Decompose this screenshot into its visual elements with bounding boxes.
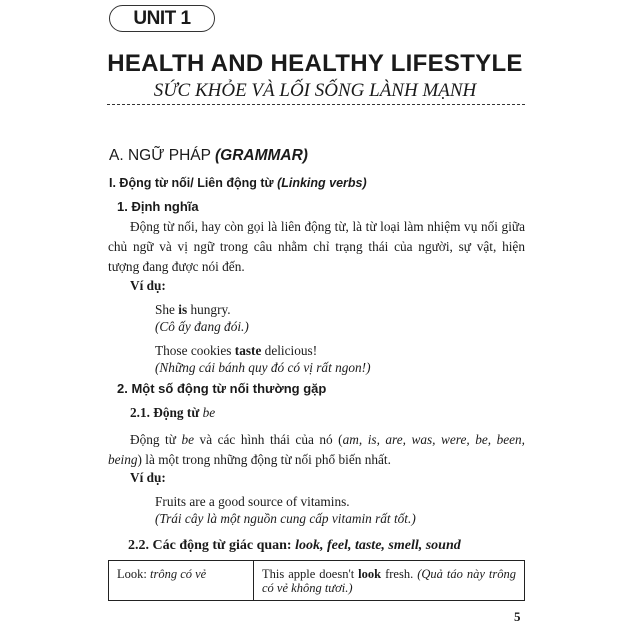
chapter-subtitle: SỨC KHỎE VÀ LỐI SỐNG LÀNH MẠNH <box>153 80 477 101</box>
section-a-heading-text: A. NGỮ PHÁP <box>109 147 215 164</box>
section-a-heading-en: (GRAMMAR) <box>214 147 308 164</box>
table-row <box>109 561 525 601</box>
table-cell-verb: Look: trông có vẻ <box>109 561 254 601</box>
be-paragraph-line-2: being) là một trong những động từ nối phổ biến nhất. <box>108 452 391 467</box>
unit-badge: UNIT 1 <box>109 5 215 32</box>
example-2-translation: (Những cái bánh quy đó có vị rất ngon!) <box>155 360 371 375</box>
example-1 <box>155 301 249 335</box>
table-cell-example: This apple doesn't look fresh. (Quả táo này trông có vẻ không tươi.) <box>254 561 525 601</box>
definition-line-3: tượng đang được nói đến. <box>108 259 245 274</box>
section-i-heading <box>109 176 367 190</box>
example-3 <box>155 493 416 527</box>
example-1-sentence: She is hungry. <box>155 302 231 317</box>
section-i-heading-en: (Linking verbs) <box>277 176 367 190</box>
section-i-heading-text: I. Động từ nối/ Liên động từ <box>109 176 278 190</box>
example-2-sentence: Those cookies taste delicious! <box>155 343 318 358</box>
chapter-title: HEALTH AND HEALTHY LIFESTYLE <box>107 50 523 77</box>
definition-line-1: Động từ nối, hay còn gọi là liên động từ, là từ loại làm nhiệm vụ nối giữa <box>130 219 525 234</box>
sensory-verbs-table <box>108 560 525 601</box>
example-label-2: Ví dụ: <box>130 470 166 485</box>
dashed-divider <box>107 104 525 105</box>
example-3-translation: (Trái cây là một nguồn cung cấp vitamin rất tốt.) <box>155 511 416 526</box>
example-2 <box>155 342 371 376</box>
definition-line-2: chủ ngữ và vị ngữ trong câu nhằm chỉ trạng thái của người, sự vật, hiện <box>108 239 525 254</box>
example-1-translation: (Cô ấy đang đói.) <box>155 319 249 334</box>
example-label-1: Ví dụ: <box>130 278 166 293</box>
be-paragraph-line-1: Động từ be và các hình thái của nó (am, is, are, was, were, be, been, <box>130 432 525 447</box>
subsection-2-1-heading: 2.1. Động từ be <box>130 405 216 420</box>
example-3-sentence: Fruits are a good source of vitamins. <box>155 494 350 509</box>
part-1-heading: 1. Định nghĩa <box>117 199 199 214</box>
page-number: 5 <box>514 609 521 624</box>
section-a-heading <box>109 147 308 165</box>
definition-paragraph <box>108 217 525 277</box>
subsection-2-2-heading: 2.2. Các động từ giác quan: look, feel, taste, smell, sound <box>128 538 461 553</box>
part-2-heading: 2. Một số động từ nối thường gặp <box>117 381 327 396</box>
be-paragraph <box>108 430 525 470</box>
